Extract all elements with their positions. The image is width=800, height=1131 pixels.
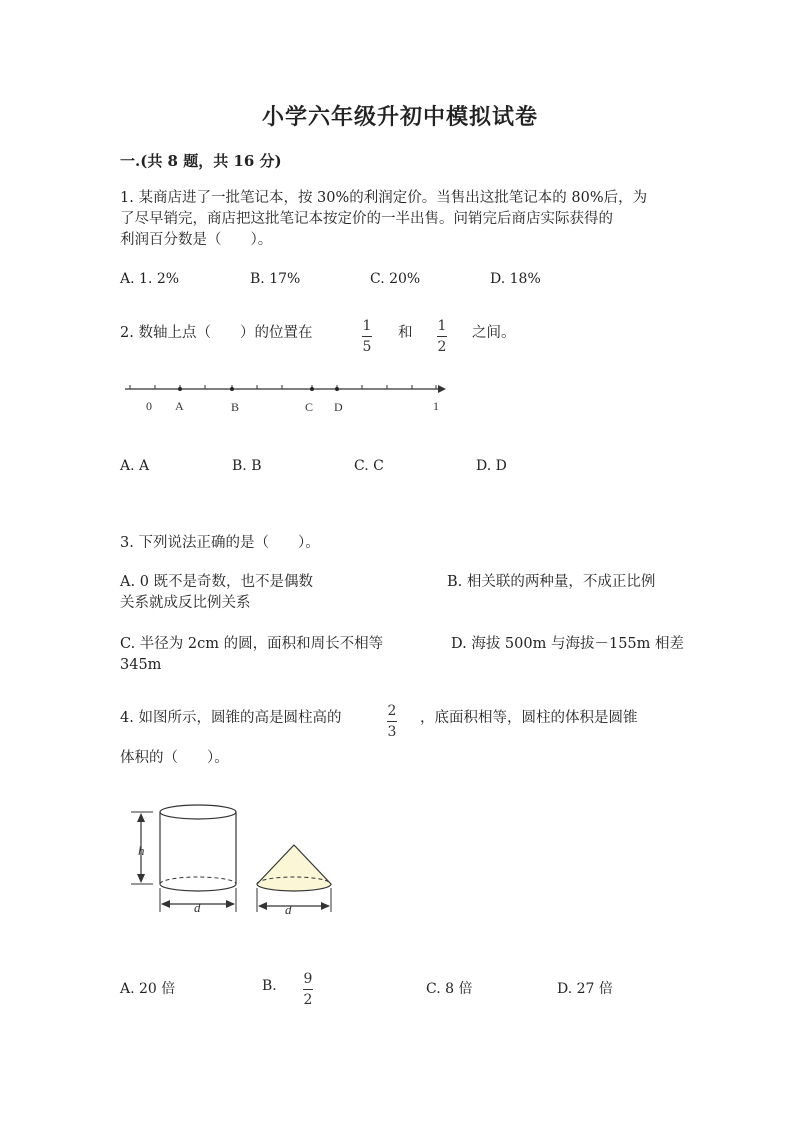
- q1-option-d[interactable]: D. 18%: [490, 271, 541, 287]
- fraction-denominator: 2: [437, 339, 447, 355]
- fraction-nine-halves: [303, 970, 313, 1009]
- q3-option-b[interactable]: B. 相关联的两种量，不成正比例: [447, 574, 656, 590]
- q2-option-a[interactable]: A. A: [120, 458, 150, 474]
- q3-option-c[interactable]: C. 半径为 2cm 的圆，面积和周长不相等: [120, 636, 384, 652]
- q1-option-c[interactable]: C. 20%: [370, 271, 421, 287]
- q3-option-d[interactable]: D. 海拔 500m 与海拔－155m 相差: [451, 636, 685, 652]
- cone-shape: [257, 845, 331, 891]
- cylinder-cone-figure: [125, 800, 345, 925]
- axis-label-b: B: [231, 400, 240, 414]
- fraction-one-half: [437, 317, 447, 356]
- fraction-denominator: 5: [362, 339, 372, 355]
- fraction-numerator: 1: [437, 318, 447, 334]
- fraction-one-fifth: [362, 317, 372, 356]
- q4-option-b[interactable]: B.: [262, 978, 277, 994]
- fraction-denominator: 2: [303, 992, 313, 1008]
- point-b-dot: [230, 387, 234, 391]
- height-label: h: [138, 843, 145, 858]
- axis-label-a: A: [175, 399, 184, 413]
- question-2-and: 和: [398, 325, 413, 341]
- question-1-line-3: 利润百分数是（ ）。: [120, 232, 273, 248]
- fraction-denominator: 3: [387, 724, 397, 740]
- point-a-dot: [178, 387, 182, 391]
- axis-label-d: D: [334, 400, 343, 414]
- q3-option-a[interactable]: A. 0 既不是奇数，也不是偶数: [120, 574, 314, 590]
- fraction-bar: [437, 336, 447, 337]
- q4-option-a[interactable]: A. 20 倍: [120, 981, 176, 997]
- number-line-figure: [120, 378, 450, 418]
- point-d-dot: [335, 387, 339, 391]
- question-4-text: 4. 如图所示，圆锥的高是圆柱高的: [120, 710, 342, 726]
- axis-label-zero: 0: [146, 399, 152, 413]
- axis-label-one: 1: [433, 399, 439, 413]
- fraction-bar: [387, 721, 397, 722]
- fraction-bar: [303, 989, 313, 990]
- question-4-line-2: 体积的（ ）。: [120, 750, 229, 766]
- question-2-text: 2. 数轴上点（ ）的位置在: [120, 325, 313, 341]
- q3-option-d-continued[interactable]: 345m: [120, 657, 162, 673]
- axis-label-c: C: [305, 400, 314, 414]
- q1-option-b[interactable]: B. 17%: [250, 271, 301, 287]
- q1-option-a[interactable]: A. 1. 2%: [120, 271, 180, 287]
- fraction-bar: [362, 336, 372, 337]
- fraction-numerator: 1: [362, 318, 372, 334]
- section-heading: 一.(共 8 题，共 16 分): [120, 152, 282, 170]
- cylinder-diameter-label: d: [194, 900, 201, 915]
- arrow-right-icon: [438, 385, 446, 393]
- question-1-line-1: 1. 某商店进了一批笔记本，按 30%的利润定价。当售出这批笔记本的 80%后，为: [120, 190, 648, 206]
- q2-option-c[interactable]: C. C: [354, 458, 384, 474]
- q4-option-d[interactable]: D. 27 倍: [557, 981, 613, 997]
- q4-option-c[interactable]: C. 8 倍: [426, 981, 473, 997]
- cone-diameter-label: d: [285, 902, 292, 917]
- fraction-two-thirds: [387, 702, 397, 741]
- point-c-dot: [310, 387, 314, 391]
- question-1-line-2: 了尽早销完，商店把这批笔记本按定价的一半出售。问销完后商店实际获得的: [120, 211, 613, 227]
- question-2-between: 之间。: [472, 325, 516, 341]
- question-4-text-continued: ，底面积相等，圆柱的体积是圆锥: [420, 710, 638, 726]
- question-3-text: 3. 下列说法正确的是（ ）。: [120, 535, 320, 551]
- q2-option-b[interactable]: B. B: [232, 458, 262, 474]
- fraction-numerator: 9: [303, 971, 313, 987]
- cylinder-shape: [160, 805, 236, 891]
- q2-option-d[interactable]: D. D: [476, 458, 507, 474]
- tick-marks: [130, 385, 436, 389]
- page-title: 小学六年级升初中模拟试卷: [261, 104, 538, 130]
- fraction-numerator: 2: [387, 703, 397, 719]
- q3-option-b-continued[interactable]: 关系就成反比例关系: [120, 595, 251, 611]
